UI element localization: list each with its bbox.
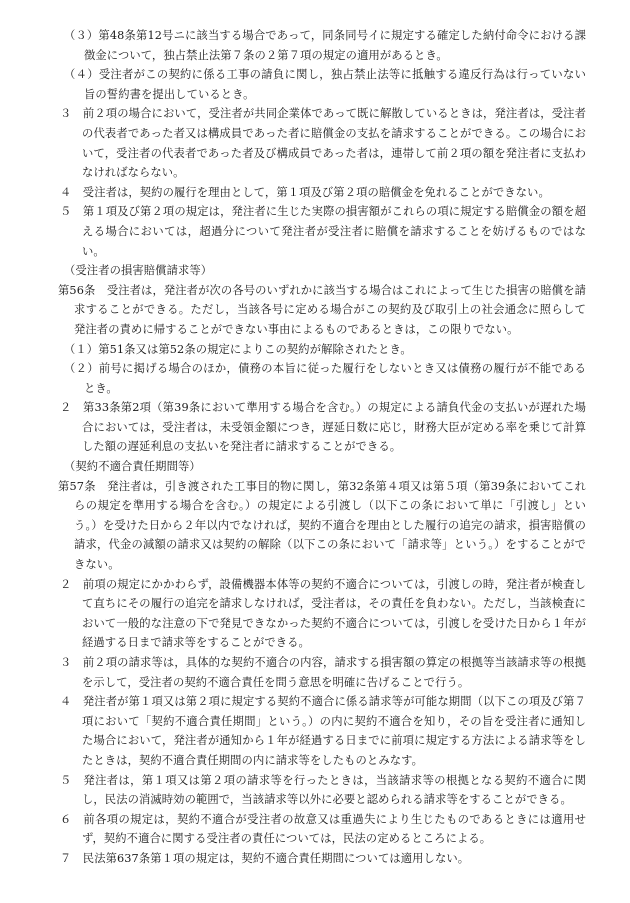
- item-4: （４）受注者がこの契約に係る工事の請負に関し，独占禁止法等に抵触する違反行為は行っていない旨の誓約書を提出しているとき。: [64, 68, 586, 101]
- article-56-item-1: （１）第51条又は第52条の規定によりこの契約が解除されたとき。: [64, 342, 412, 356]
- article-57-caption: （契約不適合責任期間等）: [64, 460, 201, 474]
- article-57-paragraph-7: ７ 民法第637条第１項の規定は，契約不適合責任期間については適用しない。: [60, 851, 470, 865]
- paragraph-3: ３ 前２項の場合において，受注者が共同企業体であって既に解散しているときは，発注者は，受注者の代表者であった者又は構成員であった者に賠償金の支払を請求することができる。この場合において，受注者の代表者であった者及び構成員であった者は，連帯して前２項の額を発注者に支払わなければならない。: [60, 107, 586, 180]
- paragraph-4: ４ 受注者は，契約の履行を理由として，第１項及び第２項の賠償金を免れることができない。: [60, 185, 550, 199]
- article-57-paragraph-2: ２ 前項の規定にかかわらず，設備機器本体等の契約不適合については，引渡しの時，発注者が検査して直ちにその履行の追完を請求しなければ，受注者は，その責任を負わない。ただし，当該検査において一般的な注意の下で発見できなかった契約不適合については，引渡しを受けた日から１年が経過する日まで請求等をすることができる。: [60, 577, 586, 650]
- article-57-paragraph-4: ４ 発注者が第１項又は第２項に規定する契約不適合に係る請求等が可能な期間（以下この項及び第７項において「契約不適合責任期間」という。）の内に契約不適合を知り，その旨を受注者に通知した場合において，発注者が通知から１年が経過する日までに前項に規定する方法による請求等をしたときは，契約不適合責任期間の内に請求等をしたものとみなす。: [60, 695, 586, 767]
- article-57-paragraph-6: ６ 前各項の規定は，契約不適合が受注者の故意又は重過失により生じたものであるときには適用せず，契約不適合に関する受注者の責任については，民法の定めるところによる。: [60, 812, 586, 846]
- paragraph-5: ５ 第１項及び第２項の規定は，発注者に生じた実際の損害額がこれらの項に規定する賠償金の額を超える場合においては，超過分について発注者が受注者に賠償を請求することを妨げるものではない。: [60, 205, 586, 258]
- article-57-paragraph-5: ５ 発注者は，第１項又は第２項の請求等を行ったときは，当該請求等の根拠となる契約不適合に関し，民法の消滅時効の範囲で，当該請求等以外に必要と認められる請求等をすることができる。: [60, 773, 586, 807]
- article-56: 第56条 受注者は，発注者が次の各号のいずれかに該当する場合はこれによって生じた損害の賠償を請求することができる。ただし，当該各号に定める場合がこの契約及び取引上の社会通念に照らして発注者の責めに帰することができない事由によるものであるときは，この限りでない。: [58, 283, 586, 336]
- article-56-caption: （受注者の損害賠償請求等）: [64, 264, 213, 278]
- item-3: （３）第48条第12号ニに該当する場合であって，同条同号イに規定する確定した納付命令における課徴金について，独占禁止法第７条の２第７項の規定の適用があるとき。: [64, 29, 586, 62]
- article-56-item-2: （２）前号に掲げる場合のほか，債務の本旨に従った履行をしないとき又は債務の履行が不能であるとき。: [64, 362, 586, 395]
- article-56-paragraph-2: ２ 第33条第2項（第39条において準用する場合を含む。）の規定による請負代金の支払いが遅れた場合においては，受注者は，未受領金額につき，遅延日数に応じ，財務大臣が定める率を乗じて計算した額の遅延利息の支払いを発注者に請求することができる。: [60, 401, 586, 454]
- article-57-paragraph-3: ３ 前２項の請求等は，具体的な契約不適合の内容，請求する損害額の算定の根拠等当該請求等の根拠を示して，受注者の契約不適合責任を問う意思を明確に告げることで行う。: [60, 656, 586, 689]
- article-57: 第57条 発注者は，引き渡された工事目的物に関し，第32条第４項又は第５項（第39条においてこれらの規定を準用する場合を含む。）の規定による引渡し（以下この条において単に「引渡し」という。）を受けた日から２年以内でなければ，契約不適合を理由とした履行の追完の請求，損害賠償の請求，代金の減額の請求又は契約の解除（以下この条において「請求等」という。）をすることができない。: [58, 479, 586, 572]
